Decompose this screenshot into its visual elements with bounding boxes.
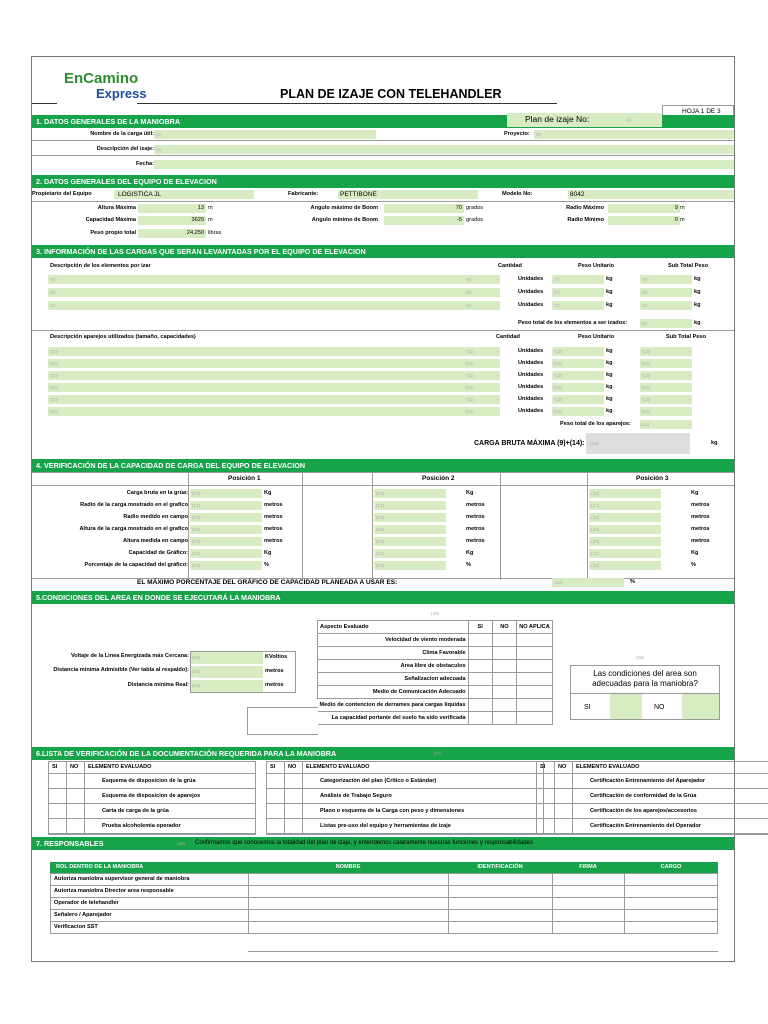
doc-yes-checkbox[interactable]: [537, 775, 553, 787]
responsible-field[interactable]: [249, 922, 447, 933]
condition-checkbox[interactable]: [517, 673, 553, 686]
responsible-field[interactable]: [553, 886, 623, 897]
condition-checkbox[interactable]: [517, 699, 553, 712]
rigging-description-field[interactable]: [48, 395, 500, 404]
position-2-field[interactable]: [374, 525, 446, 534]
responsible-field[interactable]: [625, 922, 717, 933]
condition-checkbox[interactable]: [492, 647, 516, 660]
responsible-field[interactable]: [449, 910, 551, 921]
total-elements-field[interactable]: [640, 319, 692, 328]
condition-checkbox[interactable]: [468, 712, 492, 725]
doc-yes-checkbox[interactable]: [267, 775, 283, 787]
condition-checkbox[interactable]: [468, 699, 492, 712]
condition-checkbox[interactable]: [517, 712, 553, 725]
responsible-field[interactable]: [449, 874, 551, 885]
company-logo: EnCamino Express: [64, 70, 147, 101]
responsible-field[interactable]: [249, 910, 447, 921]
doc-yes-checkbox[interactable]: [537, 820, 553, 832]
doc-no-checkbox[interactable]: [67, 790, 83, 802]
rigging-description-field[interactable]: [48, 383, 500, 392]
page-title: PLAN DE IZAJE CON TELEHANDLER: [280, 87, 502, 101]
doc-yes-checkbox[interactable]: [49, 805, 65, 817]
doc-yes-checkbox[interactable]: [267, 805, 283, 817]
position-3-field[interactable]: [589, 513, 661, 522]
section-5-header: 5.CONDICIONES DEL AREA EN DONDE SE EJECUTARÁ LA MANIOBRA: [32, 591, 734, 604]
responsible-field[interactable]: [249, 898, 447, 909]
doc-no-checkbox[interactable]: [285, 805, 301, 817]
position-2-field[interactable]: [374, 561, 446, 570]
responsible-field[interactable]: [449, 886, 551, 897]
responsible-field[interactable]: [553, 898, 623, 909]
position-3-field[interactable]: [589, 561, 661, 570]
position-1-field[interactable]: [190, 549, 262, 558]
lift-description-field[interactable]: [154, 145, 734, 154]
doc-yes-checkbox[interactable]: [537, 805, 553, 817]
real-distance-field[interactable]: [191, 680, 263, 692]
rigging-description-field[interactable]: [48, 347, 500, 356]
responsible-field[interactable]: [625, 874, 717, 885]
condition-checkbox[interactable]: [468, 634, 492, 647]
responsible-field[interactable]: [449, 922, 551, 933]
condition-checkbox[interactable]: [517, 647, 553, 660]
responsible-field[interactable]: [249, 886, 447, 897]
element-description-field[interactable]: [48, 301, 500, 310]
date-field[interactable]: [154, 160, 734, 169]
responsible-field[interactable]: [625, 886, 717, 897]
element-description-field[interactable]: [48, 275, 500, 284]
responsible-field[interactable]: [625, 898, 717, 909]
position-3-field[interactable]: [589, 489, 661, 498]
position-1-field[interactable]: [190, 561, 262, 570]
doc-yes-checkbox[interactable]: [49, 775, 65, 787]
section-6-header: 6.LISTA DE VERIFICACIÓN DE LA DOCUMENTACIÓN REQUERIDA PARA LA MANIOBRA: [32, 747, 734, 760]
responsible-field[interactable]: [553, 874, 623, 885]
lifting-plan-sheet: EnCamino Express PLAN DE IZAJE CON TELEHANDLER HOJA 1 DE 3 1. DATOS GENERALES DE LA MANIOBRA Plan de izaje No: (1) Nombre de la carga útil: (2) Proyecto: (3) Descripción del izaje: (4) Fecha: 2. DATOS GENERALES DEL EQUIPO DE ELEVACION Propietario del Equipo LOGISTICA JL Fabricante: PETTIBONE Modelo No: 8042 Altura Máxima 13 m Angulo máximo de Boom 70 grados Radio Máximo 9 m Capacidad Máxima 3629 m Angulo mínimo de Boom -5 grados Radio Mínimo 0 m Peso propio total 24,250 libras 3. INFORMACIÓN DE LAS CARGAS QUE SERAN LEVANTADAS POR EL EQUIPO DE ELEVACION Descripción de los elementos por izar Cantidad Peso Unitario Sub Total Peso (5) (6) Unidades (7) kg (8) kg (5) (6) Unidades (7) kg (8) kg (5) (6) Unidades (7) kg (8) kg Peso total de los elementos a ser izados: (9) kg Descripción aparejos utilizados (tamaño, capacidades) Cantidad Peso Unitario Sub Total Peso (10) (11) Unidades (12) kg (13) (10) (11) Unidades (12) kg (13) (10) (11) Unidades (12) kg (13) (10) (11) Unidades (12) kg (13) (10) (11) Unidades (12) kg (13) (10) (11) Unidades (12) kg (13) Peso total de los aparejos: (14) CARGA BRUTA MÁXIMA (9)+(14): (15) kg 4. VERIFICACIÓN DE LA CAPACIDAD DE CARGA DEL EQUIPO DE ELEVACION Posición 1 Posición 2 Posición 3 Carga bruta en la grúa: (15) Kg (15) Kg (15) Kg Radio de la carga mostrado en el grafico (17) metros (17) metros (17) metros Radio medido en campo (18) metros (18) metros (18) metros Altura de la carga mostrado en el grafico (19) metros (19) metros (19) metros Altura medida en campo (20) metros (20) metros (20) metros Capacidad de Gráfico: (21) Kg (21) Kg (21) Kg Porcentaje de la capacidad del gráfico: (22) % (22) % (22) % EL MÁXIMO PORCENTAJE DEL GRÁFICO DE CAPACIDAD PLANEADA A USAR ES: (23) % 5.CONDICIONES DEL AREA EN DONDE SE EJECUTARÁ LA MANIOBRA (25) Aspecto Evaluado SI NO NO APLICA Velocidad de viento moderada Clima Favorable Area libre de obstaculos Señalizacion adecuada Medio de Comunicación Adecuado Medio de contencion de derrames para cargas liquidas La capacidad portante del suelo ha sido verificada Voltaje de la Linea Energizada más Cercana: (24) KVoltios Distancia mínima Admisible (Ver tabla al respaldo): (24) metros Distancia mínima Real: (24) metros (26) Las condiciones del area son adecuadas para la maniobra? SI NO 6.LISTA DE VERIFICACIÓN DE LA DOCUMENTACIÓN REQUERIDA PARA LA MANIOBRA (27) SI NO ELEMENTO EVALUADO Esquema de disposicion de la grúa Esquema de disposicion de aparejos Carta de carga de la grúa Prueba alcoholemia operador SI NO ELEMENTO EVALUADO Categorización del plan (Crítico o Estándar) Análisis de Trabajo Seguro Plano o esquema de la Carga con peso y dimensiones Listas pre-uso del equipo y herramientas de izaje SI NO ELEMENTO EVALUADO Certificación Entrenamiento del Aparejador Certificación de conformidad de la Grúa Certificación de los aparejos/accesorios Certificación Entrenamiento del Operador 7. RESPONSABLES (28) Confirmamos que conocemos la totalidad del plan de izaje, y entendemos calaramente nuestras funciones y responsabilidades ROL DENTRO DE LA MANIOBRA NOMBRE IDENTIFICACIÓN FIRMA CARGO Autoriza maniobra supervisor general de maniobra Autoriza maniobra Director area responsable Operador de telehandler Señalero / Aparejador Verificacion SST: [31, 56, 735, 962]
max-percentage-field[interactable]: [552, 578, 624, 587]
doc-no-checkbox[interactable]: [285, 820, 301, 832]
doc-yes-checkbox[interactable]: [267, 790, 283, 802]
doc-yes-checkbox[interactable]: [267, 820, 283, 832]
responsible-field[interactable]: [249, 874, 447, 885]
rigging-description-field[interactable]: [48, 371, 500, 380]
doc-no-checkbox[interactable]: [555, 790, 571, 802]
area-yes-checkbox[interactable]: [610, 694, 642, 719]
condition-checkbox[interactable]: [492, 634, 516, 647]
doc-no-checkbox[interactable]: [67, 775, 83, 787]
rigging-description-field[interactable]: [48, 359, 500, 368]
position-2-field[interactable]: [374, 513, 446, 522]
responsible-field[interactable]: [553, 910, 623, 921]
load-name-field[interactable]: [154, 130, 376, 139]
condition-checkbox[interactable]: [468, 647, 492, 660]
condition-checkbox[interactable]: [517, 660, 553, 673]
element-description-field[interactable]: [48, 288, 500, 297]
condition-checkbox[interactable]: [468, 660, 492, 673]
position-1-field[interactable]: [190, 501, 262, 510]
condition-checkbox[interactable]: [468, 673, 492, 686]
position-1-field[interactable]: [190, 525, 262, 534]
responsible-field[interactable]: [625, 910, 717, 921]
condition-checkbox[interactable]: [517, 634, 553, 647]
model-field[interactable]: [568, 190, 734, 199]
section-3-header: 3. INFORMACIÓN DE LAS CARGAS QUE SERAN LEVANTADAS POR EL EQUIPO DE ELEVACION: [32, 245, 734, 258]
section-4-header: 4. VERIFICACIÓN DE LA CAPACIDAD DE CARGA DEL EQUIPO DE ELEVACION: [32, 459, 734, 472]
condition-checkbox[interactable]: [492, 673, 516, 686]
min-distance-field[interactable]: [191, 666, 263, 678]
position-3-field[interactable]: [589, 537, 661, 546]
doc-yes-checkbox[interactable]: [49, 820, 65, 832]
position-3-field[interactable]: [589, 525, 661, 534]
section-2-header: 2. DATOS GENERALES DEL EQUIPO DE ELEVACION: [32, 175, 734, 188]
area-conditions-table: Aspecto Evaluado SI NO NO APLICA Velocidad de viento moderada Clima Favorable Area libre de obstaculos Señalizacion adecuada Medio de Comunicación Adecuado Medio de contencion de derrames para cargas liquidas La capacidad portante del suelo ha sido verificada: [317, 620, 553, 725]
doc-yes-checkbox[interactable]: [537, 790, 553, 802]
condition-checkbox[interactable]: [492, 660, 516, 673]
responsible-field[interactable]: [449, 898, 551, 909]
position-2-field[interactable]: [374, 501, 446, 510]
condition-checkbox[interactable]: [492, 686, 516, 699]
position-2-field[interactable]: [374, 537, 446, 546]
doc-no-checkbox[interactable]: [555, 820, 571, 832]
position-2-field[interactable]: [374, 549, 446, 558]
doc-no-checkbox[interactable]: [285, 775, 301, 787]
gross-load-field[interactable]: [586, 433, 690, 454]
doc-no-checkbox[interactable]: [555, 805, 571, 817]
position-3-field[interactable]: [589, 501, 661, 510]
condition-checkbox[interactable]: [517, 686, 553, 699]
section-7-header: 7. RESPONSABLES: [32, 837, 734, 850]
position-2-field[interactable]: [374, 489, 446, 498]
position-3-field[interactable]: [589, 549, 661, 558]
position-1-field[interactable]: [190, 537, 262, 546]
position-1-field[interactable]: [190, 489, 262, 498]
doc-no-checkbox[interactable]: [67, 805, 83, 817]
condition-checkbox[interactable]: [492, 712, 516, 725]
position-1-field[interactable]: [190, 513, 262, 522]
condition-checkbox[interactable]: [468, 686, 492, 699]
responsible-field[interactable]: [553, 922, 623, 933]
voltage-field[interactable]: [191, 652, 263, 664]
doc-no-checkbox[interactable]: [285, 790, 301, 802]
plan-number-label: Plan de izaje No:: [525, 114, 590, 124]
doc-yes-checkbox[interactable]: [49, 790, 65, 802]
doc-no-checkbox[interactable]: [555, 775, 571, 787]
section-1-header: 1. DATOS GENERALES DE LA MANIOBRA: [32, 115, 734, 128]
area-no-checkbox[interactable]: [682, 694, 719, 719]
condition-checkbox[interactable]: [492, 699, 516, 712]
doc-no-checkbox[interactable]: [67, 820, 83, 832]
project-field[interactable]: [534, 130, 734, 139]
rigging-description-field[interactable]: [48, 407, 500, 416]
